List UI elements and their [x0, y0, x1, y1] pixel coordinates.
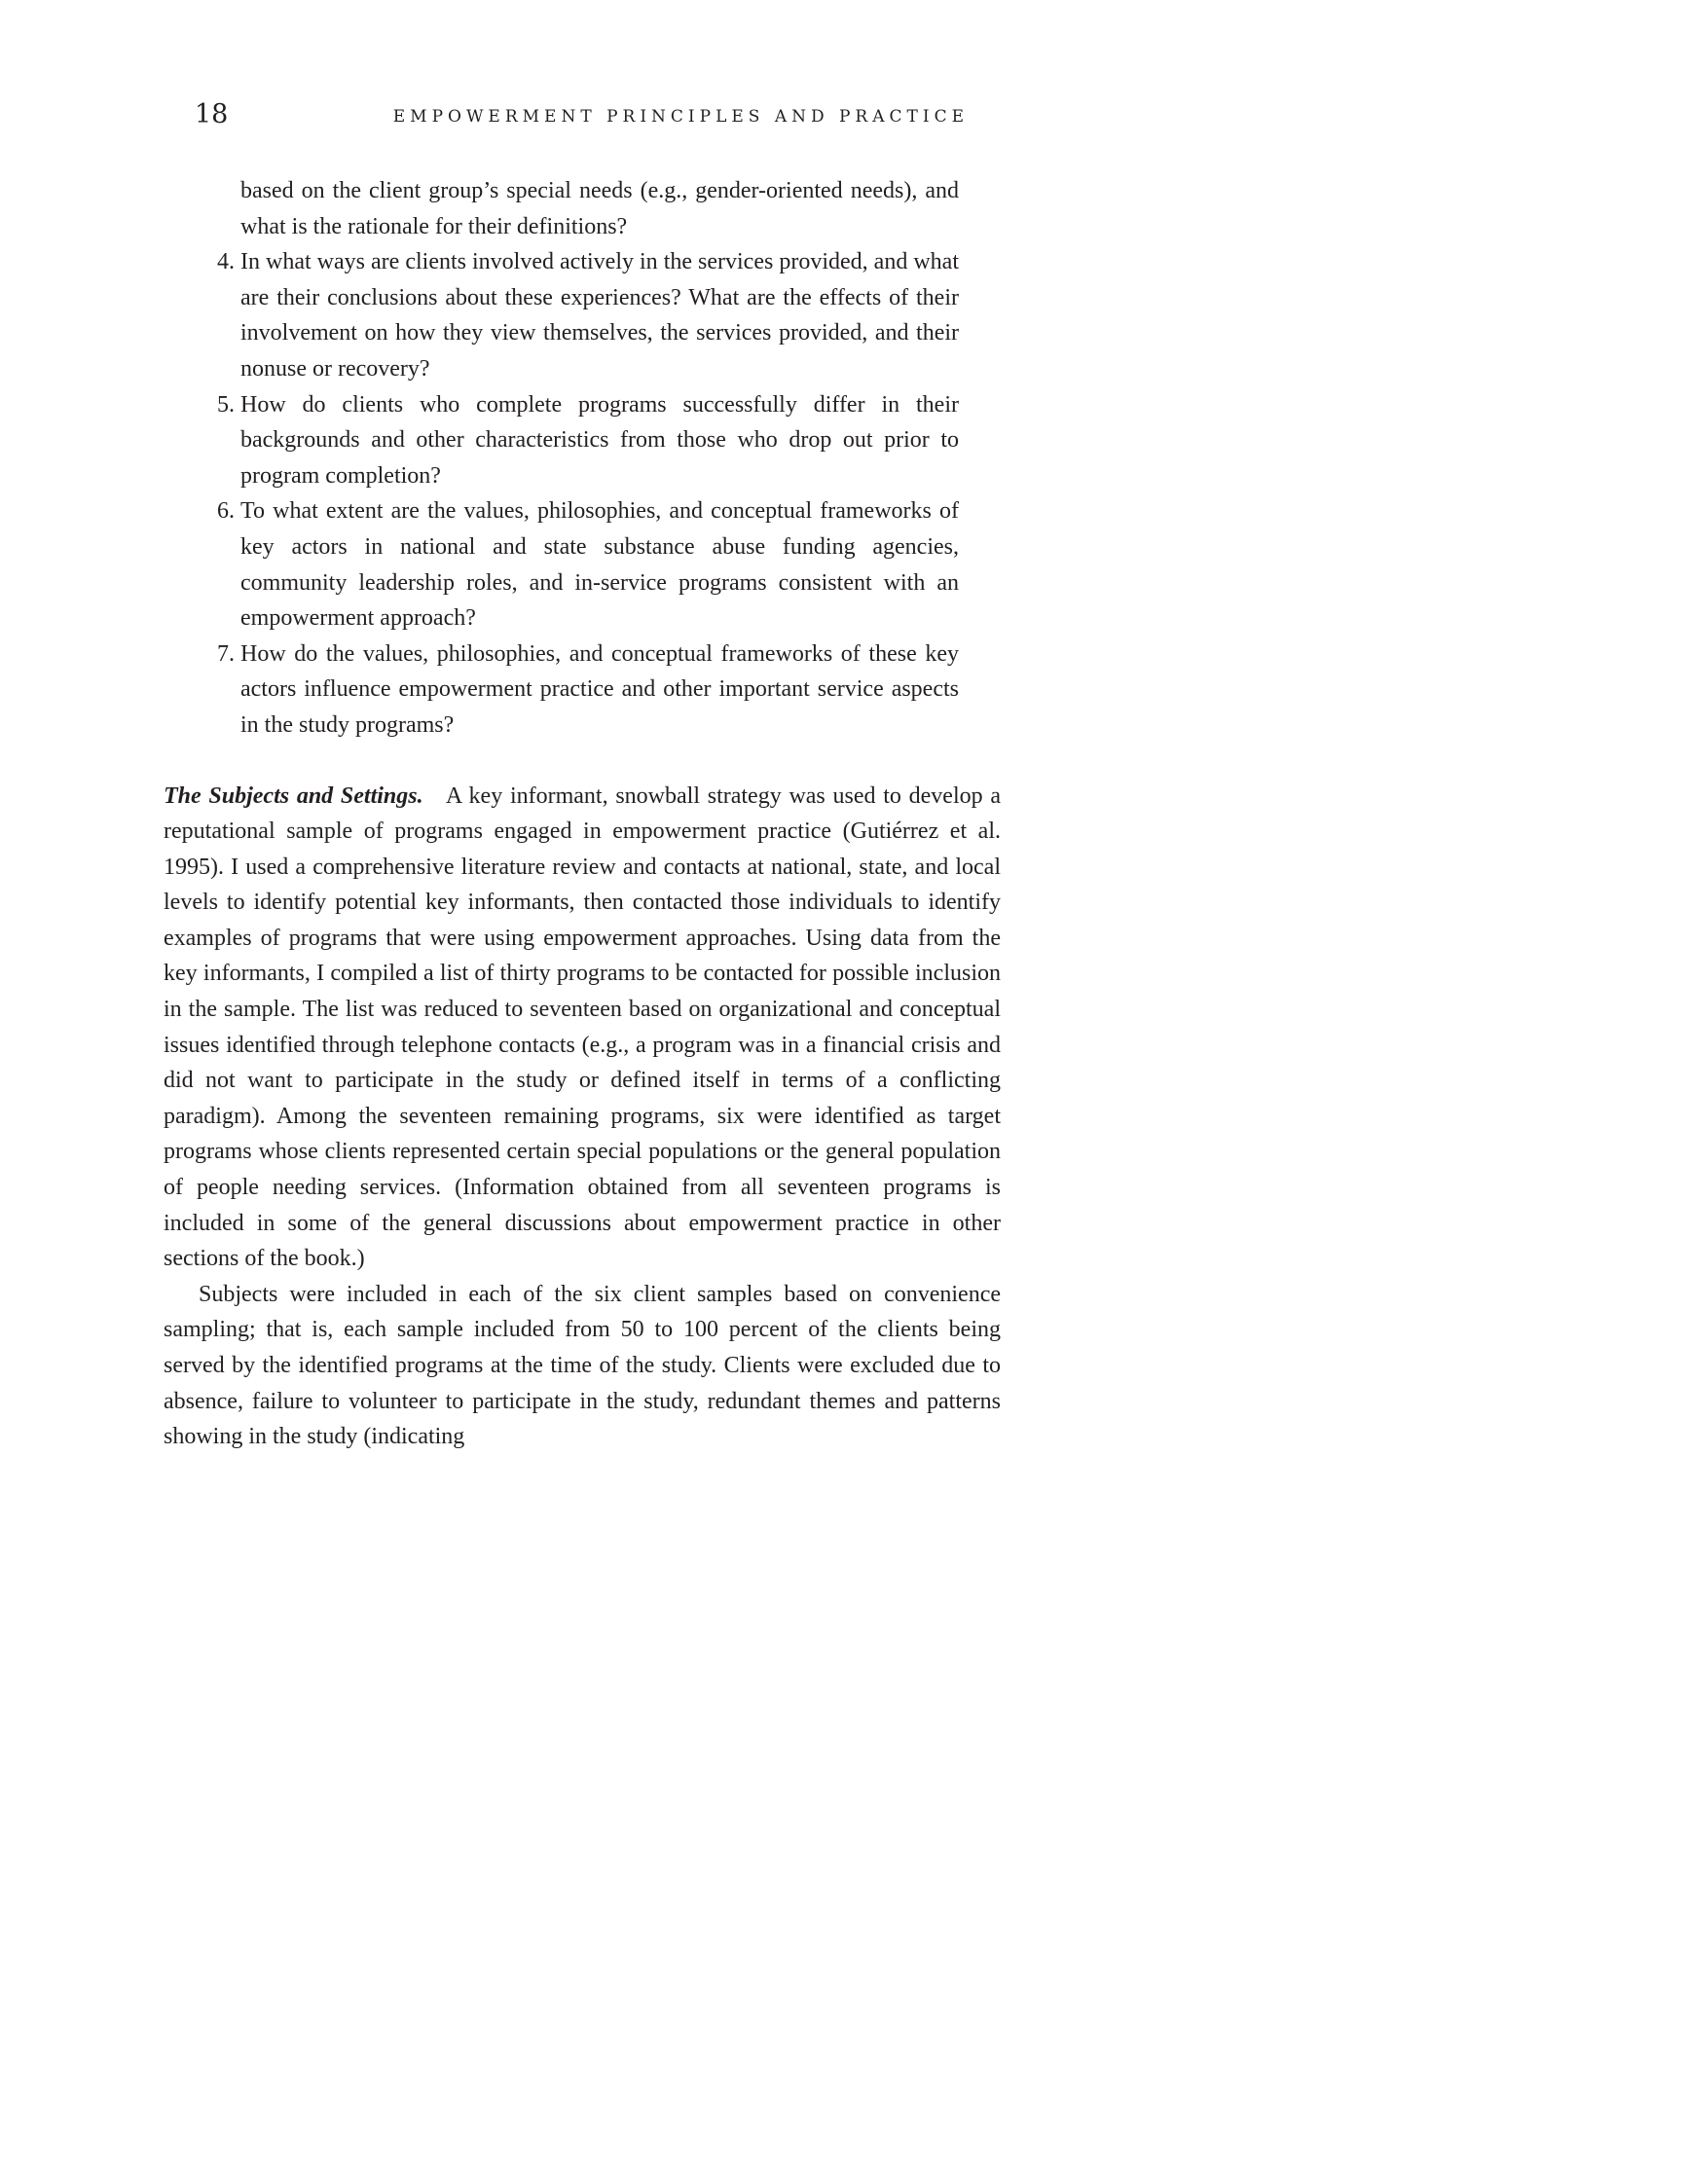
list-item [217, 637, 959, 744]
page-number: 18 [195, 99, 229, 129]
list-item [217, 493, 959, 636]
page-body [164, 173, 1001, 1455]
list-item-continuation: based on the client group’s special needs (e.g., gender-oriented needs), and what is the rationale for their definitions? [240, 178, 959, 239]
list-item [217, 244, 959, 386]
page-header [195, 95, 969, 134]
subjects-settings-paragraph [164, 779, 1001, 1277]
list-item-number: 4. [217, 249, 235, 275]
paragraph-text: A key informant, snowball strategy was used to develop a reputational sample of programs engaged in empowerment practice (Gutiérrez et al. 1995). I used a comprehensive literature review and contacts at national, state, and local levels to identify potential key informants, then contacted those individuals to identify examples of programs that were using empowerment approaches. Using data from the key informants, I compiled a list of thirty programs to be contacted for possible inclusion in the sample. The list was reduced to seventeen based on organizational and conceptual issues identified through telephone contacts (e.g., a program was in a financial crisis and did not want to participate in the study or defined itself in terms of a conflicting paradigm). Among the seventeen remaining programs, six were identified as target programs whose clients represented certain special populations or the general population of people needing services. (Information obtained from all seventeen programs is included in some of the general discussions about empowerment practice in other sections of the book.) [164, 783, 1002, 1272]
list-item-number: 6. [217, 498, 235, 525]
list-item-text: To what extent are the values, philosophies, and conceptual frameworks of key actors in national and state substance abuse funding agencies, community leadership roles, and in-service programs consistent with an empowerment approach? [240, 498, 959, 632]
sampling-paragraph: Subjects were included in each of the six client samples based on convenience sampling; that is, each sample included from 50 to 100 percent of the clients being served by the identified programs at the time of the study. Clients were excluded due to absence, failure to volunteer to participate in the study, redundant themes and patterns showing in the study (indicating [164, 1281, 1001, 1450]
section-heading: The Subjects and Settings. [164, 783, 423, 809]
list-item [217, 387, 959, 494]
list-item-number: 7. [217, 640, 235, 667]
list-item-text: In what ways are clients involved actively in the services provided, and what are their conclusions about these experiences? What are the effects of their involvement on how they view themselves, the services provided, and their nonuse or recovery? [240, 249, 959, 382]
list-item-text: How do clients who complete programs successfully differ in their backgrounds and other characteristics from those who drop out prior to program completion? [240, 391, 959, 489]
research-questions-list [164, 244, 1001, 743]
running-head: EMPOWERMENT PRINCIPLES AND PRACTICE [392, 107, 969, 127]
list-item-number: 5. [217, 391, 235, 418]
list-item-text: How do the values, philosophies, and conceptual frameworks of these key actors influence empowerment practice and other important service aspects in the study programs? [240, 640, 959, 738]
